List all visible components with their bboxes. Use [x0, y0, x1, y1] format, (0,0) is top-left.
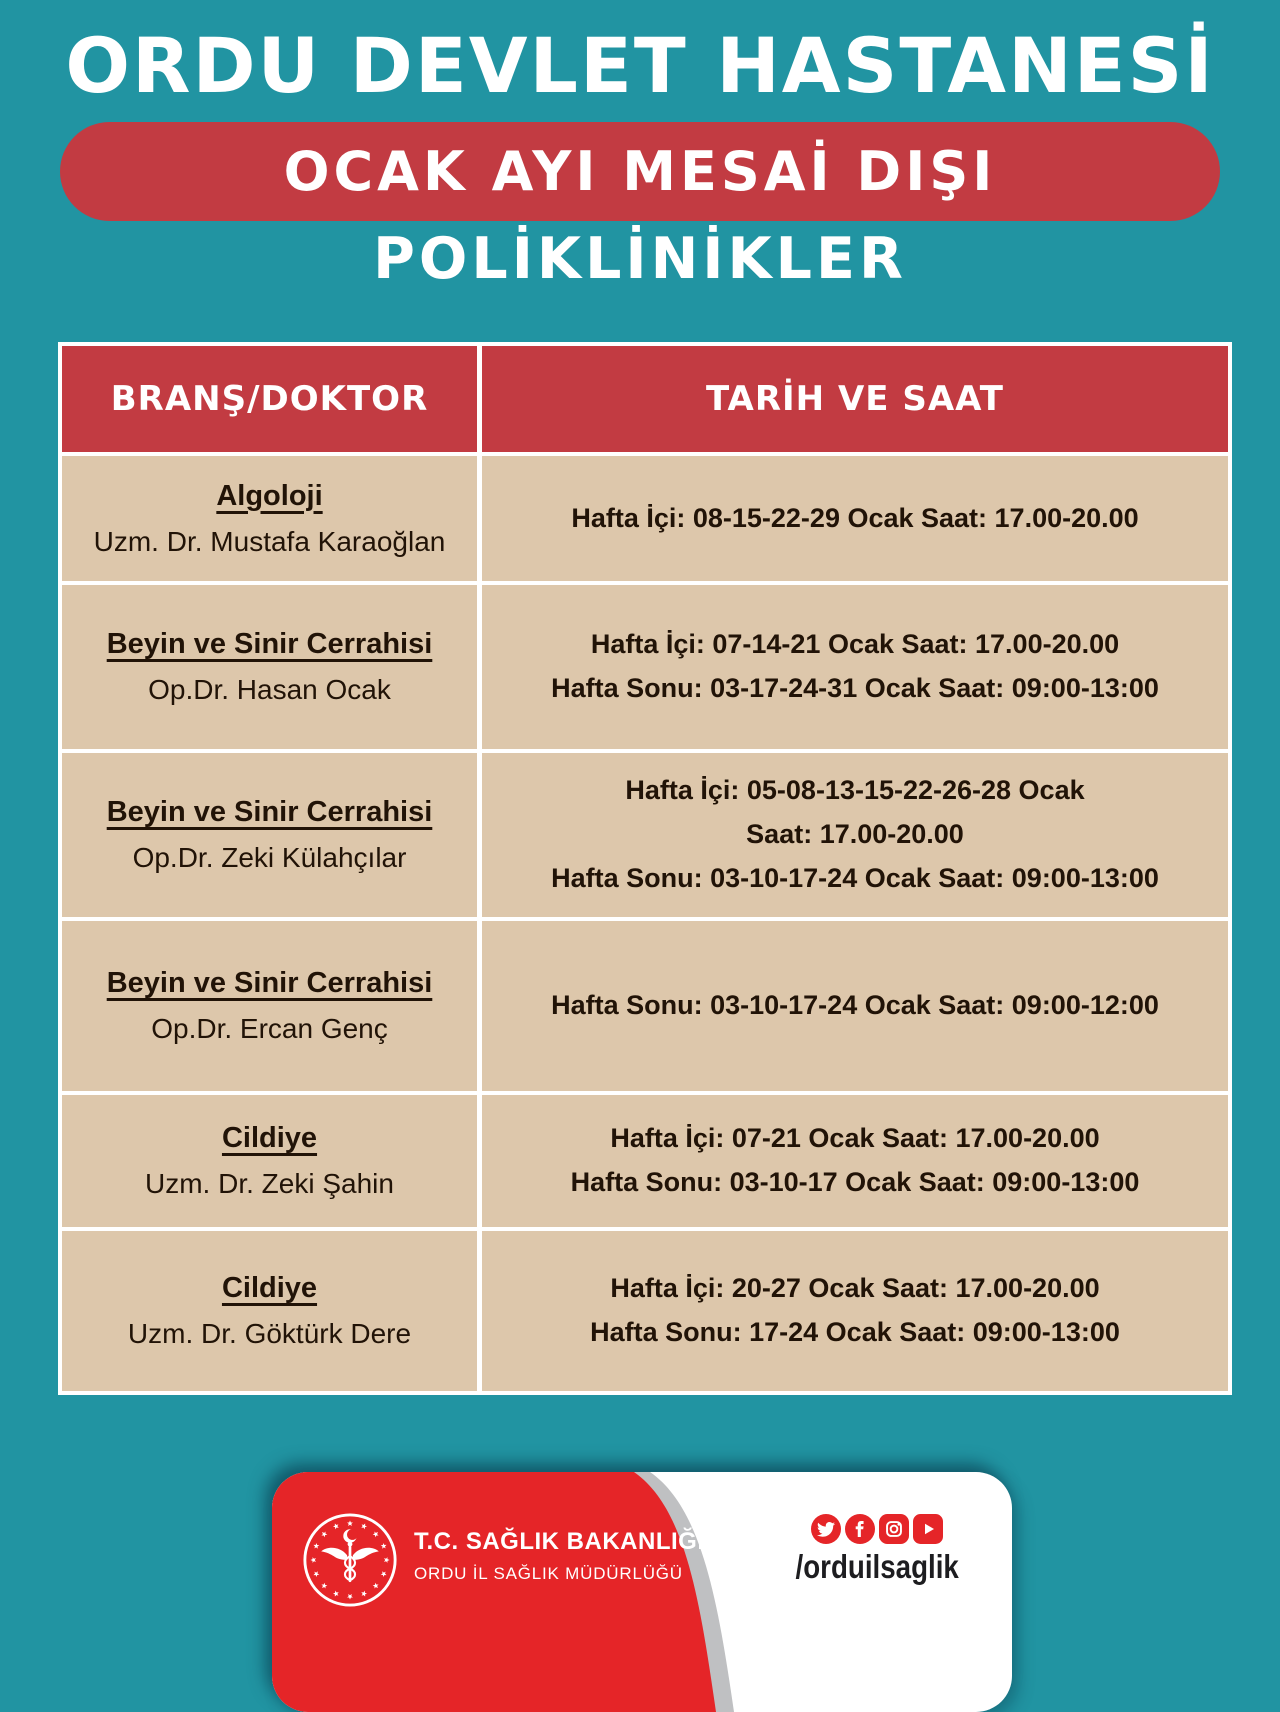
table-row [62, 921, 1228, 1091]
branch-doctor-cell [62, 921, 477, 1091]
branch-name: Algoloji [216, 479, 323, 512]
table-body [62, 456, 1228, 1391]
clinic-schedule-table [58, 342, 1232, 1395]
page-title: ORDU DEVLET HASTANESİ [65, 21, 1215, 110]
schedule-cell [482, 921, 1228, 1091]
table-row [62, 753, 1228, 917]
schedule-line: Hafta İçi: 08-15-22-29 Ocak Saat: 17.00-20.00 [571, 502, 1139, 533]
subtitle-badge [60, 122, 1220, 221]
schedule-line: Hafta Sonu: 03-10-17 Ocak Saat: 09:00-13:00 [570, 1167, 1140, 1197]
subtitle-badge-label: OCAK AYI MESAİ DIŞI [283, 139, 997, 203]
schedule-cell [482, 585, 1228, 749]
doctor-name: Op.Dr. Hasan Ocak [148, 674, 391, 705]
doctor-name: Op.Dr. Zeki Külahçılar [132, 842, 407, 873]
ministry-name: T.C. SAĞLIK BAKANLIĞI [414, 1528, 705, 1555]
table-row [62, 585, 1228, 749]
branch-name: Beyin ve Sinir Cerrahisi [106, 628, 433, 660]
table-row [62, 456, 1228, 581]
health-ministry-emblem-icon [302, 1512, 398, 1608]
schedule-line: Hafta Sonu: 03-17-24-31 Ocak Saat: 09:00-13:00 [551, 673, 1159, 703]
table-header-row [62, 346, 1228, 452]
schedule-line: Hafta İçi: 07-21 Ocak Saat: 17.00-20.00 [610, 1123, 1100, 1154]
schedule-line: Hafta Sonu: 17-24 Ocak Saat: 09:00-13:00 [590, 1317, 1120, 1347]
schedule-line: Hafta İçi: 20-27 Ocak Saat: 17.00-20.00 [610, 1273, 1100, 1304]
column-header-date-time: TARİH VE SAAT [482, 346, 1228, 452]
schedule-line: Hafta İçi: 07-14-21 Ocak Saat: 17.00-20.00 [590, 629, 1120, 660]
instagram-icon [879, 1514, 909, 1544]
branch-doctor-cell [62, 753, 477, 917]
youtube-icon [913, 1514, 943, 1544]
schedule-cell [482, 456, 1228, 581]
schedule-line: Hafta Sonu: 03-10-17-24 Ocak Saat: 09:00-12:00 [551, 990, 1159, 1021]
schedule-cell [482, 753, 1228, 917]
branch-name: Beyin ve Sinir Cerrahisi [106, 796, 433, 828]
subtitle: POLİKLİNİKLER [373, 225, 907, 292]
doctor-name: Uzm. Dr. Mustafa Karaoğlan [93, 525, 446, 557]
doctor-name: Uzm. Dr. Göktürk Dere [127, 1318, 412, 1349]
facebook-icon [845, 1514, 875, 1544]
ministry-text-block [414, 1528, 705, 1584]
branch-doctor-cell [62, 1095, 477, 1227]
schedule-line: Hafta Sonu: 03-10-17-24 Ocak Saat: 09:00-13:00 [551, 862, 1159, 893]
branch-doctor-cell [62, 456, 477, 581]
social-handle: /orduilsaglik [795, 1548, 959, 1585]
schedule-line: Hafta İçi: 05-08-13-15-22-26-28 Ocak [625, 775, 1085, 806]
doctor-name: Op.Dr. Ercan Genç [151, 1013, 388, 1044]
twitter-icon [811, 1514, 841, 1544]
schedule-cell [482, 1095, 1228, 1227]
branch-name: Beyin ve Sinir Cerrahisi [106, 967, 433, 999]
schedule-line: Saat: 17.00-20.00 [746, 819, 964, 850]
column-header-branch-doctor: BRANŞ/DOKTOR [62, 346, 477, 452]
ministry-footer-card [272, 1472, 1012, 1712]
branch-name: Cildiye [221, 1122, 318, 1154]
provincial-directorate-name: ORDU İL SAĞLIK MÜDÜRLÜĞÜ [414, 1564, 683, 1583]
social-block [777, 1514, 977, 1586]
table-row [62, 1095, 1228, 1227]
branch-doctor-cell [62, 1231, 477, 1391]
branch-name: Cildiye [221, 1272, 318, 1304]
table-row [62, 1231, 1228, 1391]
doctor-name: Uzm. Dr. Zeki Şahin [145, 1168, 394, 1199]
branch-doctor-cell [62, 585, 477, 749]
schedule-cell [482, 1231, 1228, 1391]
social-icons-row [811, 1514, 943, 1544]
